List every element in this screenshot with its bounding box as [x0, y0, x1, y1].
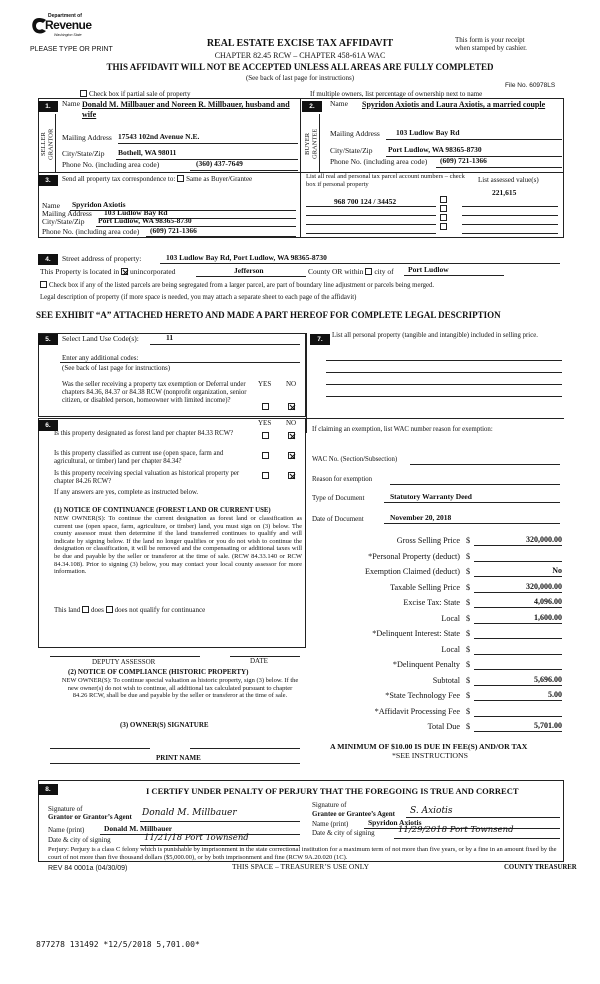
buyer-phone-label: Phone No. (including area code): [330, 157, 428, 166]
grantee-signature[interactable]: S. Axiotis: [410, 806, 453, 816]
logo-state: Washington State: [54, 33, 82, 37]
land-use-no: NO: [286, 380, 297, 388]
tax-row-dollar: $: [466, 536, 471, 545]
grantor-signature[interactable]: Donald M. Millbauer: [142, 808, 237, 818]
tax-row-label: *Affidavit Processing Fee: [374, 707, 460, 716]
tax-row-underline: [474, 623, 562, 624]
same-as-buyer-checkbox[interactable]: [177, 175, 184, 182]
seller-city[interactable]: Bothell, WA 98011: [118, 148, 177, 157]
unincorporated-checkbox[interactable]: [121, 268, 128, 275]
seller-mail-label: Mailing Address: [62, 133, 112, 142]
tax-row-dollar: $: [466, 598, 471, 607]
street-label: Street address of property:: [62, 254, 142, 263]
parcel-list-label: List all real and personal tax parcel account numbers – check box if personal property: [306, 173, 465, 188]
corr-phone[interactable]: (609) 721-1366: [150, 226, 197, 235]
grantee-date-city-label: Date & city of signing: [312, 829, 375, 837]
logo-dept: Department of: [48, 13, 82, 19]
section-4-number: 4.: [38, 254, 58, 265]
tax-row-underline: [474, 685, 562, 686]
wac-label: WAC No. (Section/Subsection): [312, 456, 398, 463]
historic-yes-checkbox[interactable]: [262, 472, 271, 481]
form-chapter: CHAPTER 82.45 RCW – CHAPTER 458-61A WAC: [214, 51, 386, 60]
section-6-no: NO: [286, 419, 297, 427]
section-5-number: 5.: [38, 334, 58, 345]
grantor-date-city[interactable]: 11/21/18 Port Townsend: [144, 833, 249, 843]
seller-name[interactable]: Donald M. Millbauer and Noreen R. Millbauer, husband and wife: [82, 100, 290, 119]
exemption-claim-label: If claiming an exemption, list WAC number reason for exemption:: [312, 426, 493, 433]
assessed-value[interactable]: 221,615: [492, 188, 517, 197]
tax-row-label: Taxable Selling Price: [390, 583, 460, 592]
section-6-yes: YES: [258, 419, 272, 427]
tax-row-dollar: $: [466, 722, 471, 731]
certify-text: I CERTIFY UNDER PENALTY OF PERJURY THAT THE FOREGOING IS TRUE AND CORRECT: [146, 786, 519, 796]
tax-row-underline: [474, 669, 562, 670]
reason-label: Reason for exemption: [312, 476, 373, 483]
tax-row-dollar: $: [466, 691, 471, 700]
tax-row-dollar: $: [466, 567, 471, 576]
parcel-checkbox-1[interactable]: [440, 196, 449, 205]
personal-property-label: List all personal property (tangible and intangible) included in selling price.: [332, 332, 538, 339]
corr-phone-label: Phone No. (including area code): [42, 227, 140, 236]
assessed-label: List assessed value(s): [478, 176, 539, 184]
print-name-label: PRINT NAME: [156, 754, 201, 762]
tax-row-dollar: $: [466, 660, 471, 669]
tax-row-dollar: $: [466, 707, 471, 716]
section-6-number: 6.: [38, 420, 58, 431]
tax-row-label: *Delinquent Penalty: [392, 660, 460, 669]
parcel-checkbox-3[interactable]: [440, 214, 449, 223]
grantee-sig-label-1: Signature of: [312, 801, 347, 809]
county-or-within: County OR within city of: [308, 267, 394, 276]
tax-row-dollar: $: [466, 676, 471, 685]
buyer-name-label: Name: [330, 99, 348, 108]
tax-row-value[interactable]: 4,096.00: [534, 597, 562, 606]
tax-row-value[interactable]: 320,000.00: [526, 535, 562, 544]
section-2-number: 2.: [302, 101, 322, 112]
partial-sale-checkbox[interactable]: [80, 90, 87, 97]
buyer-phone[interactable]: (609) 721-1366: [440, 156, 487, 165]
corr-name[interactable]: Spyridon Axiotis: [72, 200, 126, 209]
continuance-line: This land does does not qualify for continuance: [54, 606, 206, 614]
exhibit-text: SEE EXHIBIT “A” ATTACHED HERETO AND MADE A PART HEREOF FOR COMPLETE LEGAL DESCRIPTION: [36, 310, 501, 320]
see-back: (See back of last page for instructions): [245, 74, 355, 82]
tax-row-value[interactable]: 1,600.00: [534, 613, 562, 622]
exemption-question: Was the seller receiving a property tax exemption or Deferral under chapters 84.36, 84.37 or 84.38 RCW (nonprofit organization, senior citizen, or disabled person, homeowner with limited income)?: [62, 381, 247, 404]
does-not-checkbox[interactable]: [106, 606, 113, 613]
grantor-date-city-label: Date & city of signing: [48, 836, 111, 844]
land-use-label: Select Land Use Code(s):: [62, 334, 139, 343]
does-checkbox[interactable]: [82, 606, 89, 613]
tax-row-underline: [474, 607, 562, 608]
tax-row-underline: [474, 545, 562, 546]
tax-row-underline: [474, 592, 562, 593]
tax-row-label: *Delinquent Interest: State: [372, 629, 460, 638]
section-1-number: 1.: [38, 101, 58, 112]
tax-row-label: *Personal Property (deduct): [368, 552, 460, 561]
land-use-yes: YES: [258, 380, 272, 388]
seller-phone-label: Phone No. (including area code): [62, 160, 160, 169]
tax-row-value[interactable]: 320,000.00: [526, 582, 562, 591]
tax-row-label: Local: [441, 645, 460, 654]
grantee-sig-label-2: Grantee or Grantee’s Agent: [312, 810, 396, 818]
tax-row-underline: [474, 700, 562, 701]
county-name[interactable]: Jefferson: [234, 266, 264, 275]
tax-row-underline: [474, 731, 562, 732]
corr-mail-label: Mailing Address: [42, 209, 92, 218]
tax-row-value[interactable]: 5.00: [548, 690, 562, 699]
corr-city[interactable]: Port Ludlow, WA 98365-8730: [98, 216, 192, 225]
doc-date-label: Date of Document: [312, 515, 364, 523]
forest-no-checkbox[interactable]: [288, 432, 297, 441]
tax-row-label: Local: [441, 614, 460, 623]
grantee-date-city[interactable]: 11/29/2018 Port Townsend: [398, 825, 514, 835]
tax-row-underline: [474, 654, 562, 655]
form-warning: THIS AFFIDAVIT WILL NOT BE ACCEPTED UNLESS ALL AREAS ARE FULLY COMPLETED: [106, 62, 494, 72]
doc-type-label: Type of Document: [312, 494, 365, 502]
tax-row-dollar: $: [466, 629, 471, 638]
grantor-name[interactable]: Donald M. Millbauer: [104, 824, 173, 833]
buyer-mail[interactable]: 103 Ludlow Bay Rd: [396, 128, 460, 137]
multiple-owners-note: If multiple owners, list percentage of ownership next to name: [310, 90, 483, 98]
tax-row-label: Subtotal: [432, 676, 460, 685]
owner-signature-label: (3) OWNER(S) SIGNATURE: [120, 721, 209, 729]
notice2-text: NEW OWNER(S): To continue special valuation as historic property, sign (3) below. If the new owner(s) do not wish to continue, all additional tax calculated pursuant to chapter 84.26 RCW, shall be due and payable by the seller or transferor at the time of sale.: [61, 677, 299, 700]
street-address[interactable]: 103 Ludlow Bay Rd, Port Ludlow, WA 98365-8730: [166, 253, 327, 262]
historic-no-checkbox[interactable]: [288, 472, 297, 481]
section-8-number: 8.: [38, 784, 58, 795]
see-instructions: *SEE INSTRUCTIONS: [392, 751, 469, 760]
file-no: File No. 60978LS: [505, 82, 556, 89]
doc-date[interactable]: November 20, 2018: [390, 513, 452, 522]
forest-yes-checkbox[interactable]: [262, 432, 271, 441]
answers-note: If any answers are yes, complete as instructed below.: [54, 489, 199, 496]
tax-row-underline: [474, 561, 562, 562]
perjury-text: Perjury: Perjury is a class C felony which is punishable by imprisonment in the state correctional institution for a maximum term of not more than five years, or by a fine in an amount fixed by the court of not more than five thousand dollars ($5,000.00), or by both imprisonment and fine (RCW 9A.20.020 (1C).: [48, 846, 557, 861]
legal-description-label: Legal description of property (if more space is needed, you may attach a separate sheet to each page of the affidavit): [40, 294, 357, 301]
tax-row-dollar: $: [466, 614, 471, 623]
grantee-name-label: Name (print): [312, 820, 349, 828]
section-3-number: 3.: [38, 175, 58, 186]
land-use-code[interactable]: 11: [166, 333, 174, 342]
tax-row-label: *State Technology Fee: [385, 691, 460, 700]
exemption-no-checkbox[interactable]: [288, 403, 297, 412]
tax-row-underline: [474, 716, 562, 717]
cashier-stamp: 877278 131492 *12/5/2018 5,701.00*: [36, 940, 200, 949]
corr-mail[interactable]: 103 Ludlow Bay Rd: [104, 208, 168, 217]
notice1-title: (1) NOTICE OF CONTINUANCE (FOREST LAND OR CURRENT USE): [54, 507, 271, 514]
notice1-text: NEW OWNER(S): To continue the current designation as forest land or classification as current use (open space, farm, agriculture, or timber) land, you must sign on (3) below. The county assessor must then determine if the land transferred continues to qualify and will indicate by signing below. If the land no longer qualifies or you do not wish to continue the designation or classification, it will be removed and the compensating or additional taxes will be due and payable by the seller or transferor at the time of sale. (RCW 84.33.140 or RCW 84.34.108). Prior to signing (3) below, you may contact your local county assessor for more information.: [54, 515, 302, 576]
please-type: PLEASE TYPE OR PRINT: [30, 46, 113, 53]
minimum-due: A MINIMUM OF $10.00 IS DUE IN FEE(S) AND/OR TAX: [330, 742, 528, 751]
segregated-line[interactable]: Check box if any of the listed parcels are being segregated from a larger parcel, are part of boundary line adjustment or parcels being merged.: [40, 281, 434, 290]
city-name[interactable]: Port Ludlow: [408, 265, 449, 274]
deputy-date-label: DATE: [250, 657, 268, 665]
section-7-number: 7.: [310, 334, 330, 345]
buyer-mail-label: Mailing Address: [330, 129, 380, 138]
seller-phone[interactable]: (360) 437-7649: [196, 159, 243, 168]
grantee-name[interactable]: Spyridon Axiotis: [368, 818, 422, 827]
current-use-question: Is this property classified as current use (open space, farm and agricultural, or timber) land per chapter 84.34?: [54, 450, 224, 465]
tax-row-value[interactable]: No: [552, 566, 562, 575]
buyer-city-label: City/State/Zip: [330, 146, 373, 155]
rev-code: REV 84 0001a (04/30/09): [48, 865, 128, 872]
tax-row-dollar: $: [466, 552, 471, 561]
exemption-yes-checkbox[interactable]: [262, 403, 271, 412]
buyer-side-label: BUYER GRANTEE: [304, 128, 319, 160]
tax-row-value[interactable]: 5,696.00: [534, 675, 562, 684]
seller-city-label: City/State/Zip: [62, 149, 105, 158]
correspondence-label: Send all property tax correspondence to: Same as Buyer/Grantee: [62, 175, 253, 183]
historic-question: Is this property receiving special valuation as historical property per chapter 84.26 RCW?: [54, 470, 240, 485]
corr-name-label: Name: [42, 201, 60, 210]
deputy-assessor-label: DEPUTY ASSESSOR: [92, 658, 156, 666]
forest-question: Is this property designated as forest land per chapter 84.33 RCW?: [54, 430, 234, 437]
tax-row-value[interactable]: 5,701.00: [534, 721, 562, 730]
buyer-name[interactable]: Spyridon Axiotis and Laura Axiotis, a married couple: [362, 100, 546, 109]
form-title: REAL ESTATE EXCISE TAX AFFIDAVIT: [206, 38, 394, 49]
grantor-sig-label-1: Signature of: [48, 805, 83, 813]
tax-row-label: Excise Tax: State: [403, 598, 460, 607]
parcel-checkbox-4[interactable]: [440, 223, 449, 232]
within-city-checkbox[interactable]: [365, 268, 372, 275]
tax-row-underline: [474, 638, 562, 639]
partial-sale[interactable]: Check box if partial sale of property: [80, 90, 190, 98]
seller-side-label: SELLER GRANTOR: [40, 128, 55, 160]
grantor-sig-label-2: Grantor or Grantor’s Agent: [48, 813, 132, 821]
tax-row-label: Gross Selling Price: [396, 536, 460, 545]
receipt-note-1: This form is your receipt: [455, 36, 525, 44]
seller-mail[interactable]: 17543 102nd Avenue N.E.: [118, 132, 200, 141]
revenue-logo: [30, 12, 92, 38]
logo-word: Revenue: [45, 18, 92, 32]
land-use-see-back: (See back of last page for instructions): [62, 364, 171, 372]
current-use-yes-checkbox[interactable]: [262, 452, 271, 461]
tax-row-label: Exemption Claimed (deduct): [364, 567, 460, 576]
buyer-city[interactable]: Port Ludlow, WA 98365-8730: [388, 145, 482, 154]
corr-city-label: City/State/Zip: [42, 217, 85, 226]
grantor-name-label: Name (print): [48, 826, 85, 834]
tax-row-dollar: $: [466, 583, 471, 592]
county-treasurer: COUNTY TREASURER: [504, 864, 577, 871]
notice2-title: (2) NOTICE OF COMPLIANCE (HISTORIC PROPERTY): [68, 668, 249, 676]
doc-type[interactable]: Statutory Warranty Deed: [390, 492, 472, 501]
segregated-checkbox[interactable]: [40, 281, 47, 288]
additional-codes-label: Enter any additional codes:: [62, 354, 139, 362]
parcel-checkbox-2[interactable]: [440, 205, 449, 214]
receipt-note-2: when stamped by cashier.: [455, 44, 527, 52]
tax-row-label: Total Due: [427, 722, 460, 731]
seller-name-label: Name: [62, 99, 80, 108]
parcel-number[interactable]: 968 700 124 / 34452: [334, 197, 397, 206]
tax-row-dollar: $: [466, 645, 471, 654]
tax-row-underline: [474, 576, 562, 577]
located-line: This Property is located in unincorporated: [40, 267, 176, 276]
current-use-no-checkbox[interactable]: [288, 452, 297, 461]
treasurer-space: THIS SPACE – TREASURER’S USE ONLY: [232, 862, 369, 871]
